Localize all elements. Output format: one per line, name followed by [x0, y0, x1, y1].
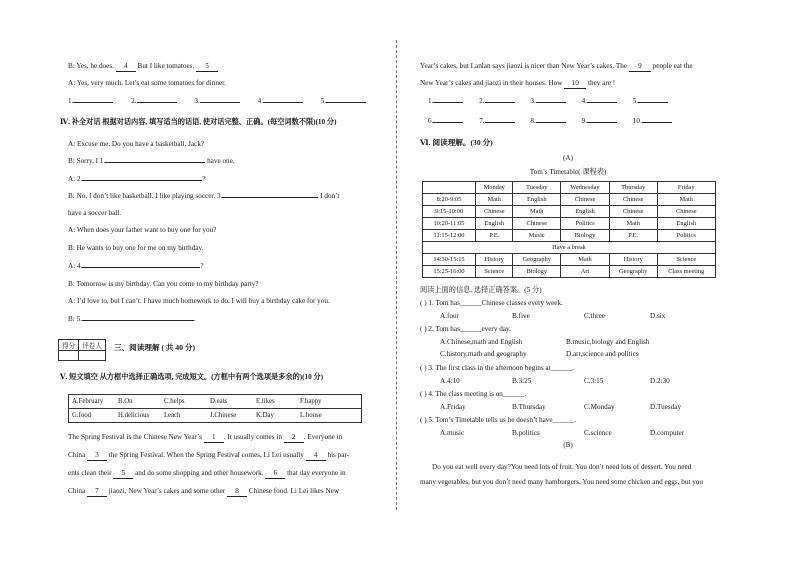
word-option: J.Chinese [210, 412, 237, 419]
passage-line [68, 469, 346, 479]
timetable-row [423, 266, 716, 278]
answer-label: 6. [428, 117, 434, 125]
text: the Spring Festival. When the Spring Festival comes, Li Lei usually [106, 451, 306, 459]
answer-label: 5. [320, 97, 327, 105]
answer-blank[interactable] [587, 122, 617, 123]
timetable-cell: Math [476, 194, 513, 206]
question: ( ) 5. Tom’s Timetable tells us he doesn’t have______. [420, 416, 576, 424]
timetable-cell: Thursday [609, 182, 657, 194]
timetable-row [423, 194, 716, 206]
dialog-line-b [68, 62, 218, 72]
instruction: 阅读上面的信息, 选择正确答案。(5 分) [420, 286, 542, 294]
text: . Everyone in [303, 433, 343, 441]
dialog-line: have a soccer ball. [68, 209, 122, 217]
passage-b-line: Do you eat well every day?You need lots of fruit. You don’t need lots of dessert. You need [432, 463, 692, 471]
option[interactable]: A.Friday [440, 403, 466, 411]
option[interactable]: B.music,biology and English [566, 338, 650, 346]
answer-label: 4. [581, 97, 587, 105]
text: . [193, 315, 196, 323]
word-bank-row [69, 409, 362, 423]
option[interactable]: B.politics [512, 429, 540, 437]
option[interactable]: B.five [512, 312, 530, 320]
timetable-row [423, 206, 716, 218]
option[interactable]: D.art,science and politics [566, 350, 639, 358]
answer-row [428, 117, 672, 126]
answer-blank[interactable] [536, 122, 566, 123]
word-option: A.February [72, 398, 104, 405]
timetable-cell: English [513, 194, 561, 206]
text: . It usually comes in [223, 433, 284, 441]
passage-b-line: many vegetables, but you don’t need many hamburgers. You need some chicken and eggs, but you [420, 478, 703, 486]
word-option: G.food [72, 412, 92, 419]
answer-label: 9. [581, 117, 587, 125]
timetable-cell: Science [657, 254, 716, 266]
timetable-cell: 15:25-16:00 [423, 266, 476, 278]
option[interactable]: C.3:15 [584, 377, 604, 385]
timetable-cell: Biology [513, 266, 561, 278]
section5-title: Ⅴ. 短文填空 从方框中选择正确选项, 完成短文。(方框中有两个选项是多余的)(10 分) [60, 373, 324, 381]
word-option: K.Day [256, 412, 274, 419]
option[interactable]: C.science [584, 429, 612, 437]
answer-blank[interactable] [263, 102, 303, 103]
options-row [440, 429, 710, 438]
word-bank-row [69, 395, 362, 409]
text: ? [202, 175, 206, 183]
timetable-row [423, 218, 716, 230]
text: B: 5. [68, 315, 82, 323]
grader-label: 评卷人 [79, 340, 106, 351]
question: ( ) 3. The first class in the afternoon begins at______. [420, 364, 574, 372]
timetable-break: Have a break [423, 242, 716, 254]
option[interactable]: C.history,math and geography [440, 350, 527, 358]
option[interactable]: C.Monday [584, 403, 615, 411]
timetable-cell: Math [513, 206, 561, 218]
timetable-cell: Politics [657, 230, 716, 242]
answer-blank[interactable] [222, 197, 318, 198]
dialog-line: B: He wants to buy one for me on my birthday. [68, 244, 204, 252]
timetable-cell: Chinese [513, 218, 561, 230]
option[interactable]: D.Tuesday [650, 403, 682, 411]
word-option: D.eats [210, 398, 228, 405]
timetable-title: Tom’s Timetable( 课程表) [529, 168, 607, 176]
blank-number: 8 [227, 487, 247, 497]
answer-blank[interactable] [82, 320, 194, 321]
answer-blank[interactable] [200, 102, 240, 103]
answer-row [68, 97, 366, 106]
answer-label: 7. [479, 117, 485, 125]
timetable-header-row [423, 182, 716, 194]
right-column [420, 0, 732, 561]
answer-blank[interactable] [485, 122, 515, 123]
section6-title: Ⅵ. 阅读理解。(30 分) [420, 138, 493, 147]
text: B: Sorry, I 1. [68, 157, 106, 165]
answer-label: 2. [131, 97, 137, 105]
blank-number: 5 [113, 469, 133, 479]
timetable-cell [423, 182, 476, 194]
dialog-line [68, 157, 235, 166]
option[interactable]: A.four [440, 312, 459, 320]
timetable-cell: Math [657, 194, 716, 206]
timetable-cell: English [561, 206, 610, 218]
timetable-cell: English [657, 218, 716, 230]
answer-blank[interactable] [485, 102, 515, 103]
dialog-line: A: I’d love to, but I can’t. I have much homework to do. I will buy a birthday cake for you. [68, 297, 330, 305]
word-option: B.On [118, 398, 133, 405]
timetable-cell: 9:15-10:00 [423, 206, 476, 218]
timetable-cell: Chinese [609, 206, 657, 218]
answer-blank[interactable] [137, 102, 177, 103]
timetable-cell: 8:20-9:05 [423, 194, 476, 206]
timetable-cell: Class meeting [657, 266, 716, 278]
option[interactable]: A.music [440, 429, 465, 437]
word-option: E.likes [256, 398, 275, 405]
option[interactable]: D.computer [650, 429, 685, 437]
passage-line [68, 487, 339, 497]
text: B: No, I don’t like basketball. I like playing soccer. 3. [68, 192, 223, 200]
timetable-cell: History [476, 254, 513, 266]
dialog-line [68, 192, 339, 201]
options-row [440, 312, 710, 321]
dialog-line-a: A: Yes, very much. Let’s eat some tomatoes for dinner. [68, 79, 226, 87]
question: ( ) 2. Tom has______every day. [420, 325, 511, 333]
timetable-cell: Chinese [476, 206, 513, 218]
options-row [440, 403, 710, 412]
blank-number: 1 [204, 433, 224, 443]
answer-blank[interactable] [82, 180, 202, 181]
part3-title: 三、阅读理解 ( 共 40 分) [114, 343, 195, 352]
answer-label: 8. [530, 117, 536, 125]
passage-line [68, 433, 342, 443]
text: and do some shopping and other housework. [133, 469, 266, 477]
blank-number: 2 [284, 433, 304, 443]
option[interactable]: B.3:25 [512, 377, 532, 385]
answer-blank[interactable] [73, 102, 113, 103]
answer-label: 3. [530, 97, 536, 105]
blank-number: 5 [196, 62, 218, 72]
answer-blank[interactable] [433, 102, 463, 103]
text: they are ! [586, 79, 616, 87]
dialog-line: B: Tomorrow is my birthday. Can you come to my birthday party? [68, 280, 259, 288]
timetable-row [423, 230, 716, 242]
timetable-cell: Science [476, 266, 513, 278]
timetable-cell: P.E. [609, 230, 657, 242]
answer-label: 1. [68, 97, 74, 105]
timetable-cell: Math [561, 254, 610, 266]
text: Chinese food. Li Lei likes New [247, 487, 340, 495]
answer-blank[interactable] [105, 162, 205, 163]
text: ents clean their [68, 469, 114, 477]
answer-blank[interactable] [433, 122, 463, 123]
answer-label: 2. [479, 97, 485, 105]
timetable-cell: Friday [657, 182, 716, 194]
answer-blank[interactable] [326, 102, 366, 103]
option[interactable]: B.Thursday [512, 403, 546, 411]
column-divider [396, 40, 397, 510]
timetable-row [423, 254, 716, 266]
passage-line [420, 62, 693, 72]
dialog-line [68, 315, 196, 324]
text: China [68, 451, 87, 459]
word-option: F.happy [300, 398, 322, 405]
question: ( ) 1. Tom has______Chinese classes every week. [420, 299, 563, 307]
dialog-line: A: When does your father want to buy one for you? [68, 226, 217, 234]
blank-number: 4 [116, 62, 136, 72]
answer-blank[interactable] [638, 102, 668, 103]
blank-number: 10 [564, 79, 586, 89]
text: New Year’s cakes and jiaozi in their houses. How [420, 79, 565, 87]
word-option: H.delicious [118, 412, 150, 419]
timetable-break-row [423, 242, 716, 254]
timetable-cell: Chinese [561, 194, 610, 206]
part-a-label: (A) [563, 154, 573, 162]
answer-row [428, 97, 668, 106]
text: China [68, 487, 87, 495]
section4-title: Ⅳ. 补全对话 根据对话内容, 填写适当的话语, 使对话完整、正确。(每空词数不限)(10 分) [60, 118, 337, 126]
part-b-label: (B) [563, 441, 573, 449]
timetable-cell: 10:20-11:05 [423, 218, 476, 230]
options-row [440, 338, 696, 347]
answer-blank[interactable] [642, 122, 672, 123]
question: ( ) 4. The class meeting is on______. [420, 390, 527, 398]
timetable-cell: Geography [609, 266, 657, 278]
dialog-line [68, 175, 206, 184]
text: his par- [325, 451, 350, 459]
text: jiaozi, New Year’s cakes and some other [106, 487, 227, 495]
timetable-cell: Chinese [657, 206, 716, 218]
timetable-cell: 14:30-15:15 [423, 254, 476, 266]
option[interactable]: A.Chinese,math and English [440, 338, 523, 346]
text: people eat the [650, 62, 693, 70]
timetable-cell: Music [513, 230, 561, 242]
timetable-cell: Tuesday [513, 182, 561, 194]
text: A: 4. [68, 262, 83, 270]
answer-label: 10. [632, 117, 642, 125]
option[interactable]: D.2:30 [650, 377, 670, 385]
dialog-line [68, 262, 204, 271]
text: The Spring Festival is the Chinese New Year’s [68, 433, 204, 441]
left-column [60, 0, 364, 561]
timetable-cell: P.E. [476, 230, 513, 242]
passage-line [420, 79, 615, 89]
text: B: Yes, he does. [68, 62, 116, 70]
blank-number: 7 [87, 487, 107, 497]
timetable [422, 181, 716, 278]
text: that day everyone in [285, 469, 346, 477]
blank-number: 9 [629, 62, 651, 72]
options-row [440, 350, 696, 359]
timetable-cell: Math [609, 218, 657, 230]
text: I don’t [318, 192, 340, 200]
option[interactable]: C.three [584, 312, 605, 320]
timetable-cell: Monday [476, 182, 513, 194]
word-bank [68, 394, 362, 423]
score-label: 得分 [59, 340, 79, 351]
answer-label: 5. [632, 97, 639, 105]
text: have one. [205, 157, 235, 165]
timetable-cell: English [476, 218, 513, 230]
timetable-cell: Wednesday [561, 182, 610, 194]
blank-number: 3 [87, 451, 107, 461]
text: ? [200, 262, 204, 270]
blank-number: 4 [306, 451, 326, 461]
answer-blank[interactable] [587, 102, 617, 103]
answer-blank[interactable] [82, 267, 200, 268]
score-box [58, 339, 106, 361]
answer-label: 1. [428, 97, 434, 105]
word-option: L.house [300, 412, 322, 419]
option[interactable]: D.six [650, 312, 666, 320]
text: A: 2. [68, 175, 83, 183]
timetable-cell: Chinese [609, 194, 657, 206]
text: Year’s cakes, but Lanlan says jiaozi is nicer than New Year’s cakes. The [420, 62, 629, 70]
timetable-cell: Biology [561, 230, 610, 242]
answer-label: 4. [257, 97, 263, 105]
timetable-cell: History [609, 254, 657, 266]
blank-number: 6 [265, 469, 285, 479]
option[interactable]: A.4:10 [440, 377, 460, 385]
word-option: I.each [164, 412, 181, 419]
dialog-line: A: Excuse me. Do you have a basketball, Jack? [68, 140, 205, 148]
options-row [440, 377, 710, 386]
text: But I like tomatoes. [135, 62, 197, 70]
timetable-cell: 11:15-12:00 [423, 230, 476, 242]
word-option: C.helps [164, 398, 185, 405]
timetable-cell: Politics [561, 218, 610, 230]
timetable-cell: Geography [513, 254, 561, 266]
answer-label: 3. [194, 97, 200, 105]
answer-blank[interactable] [536, 102, 566, 103]
timetable-cell: Art [561, 266, 610, 278]
passage-line [68, 451, 349, 461]
